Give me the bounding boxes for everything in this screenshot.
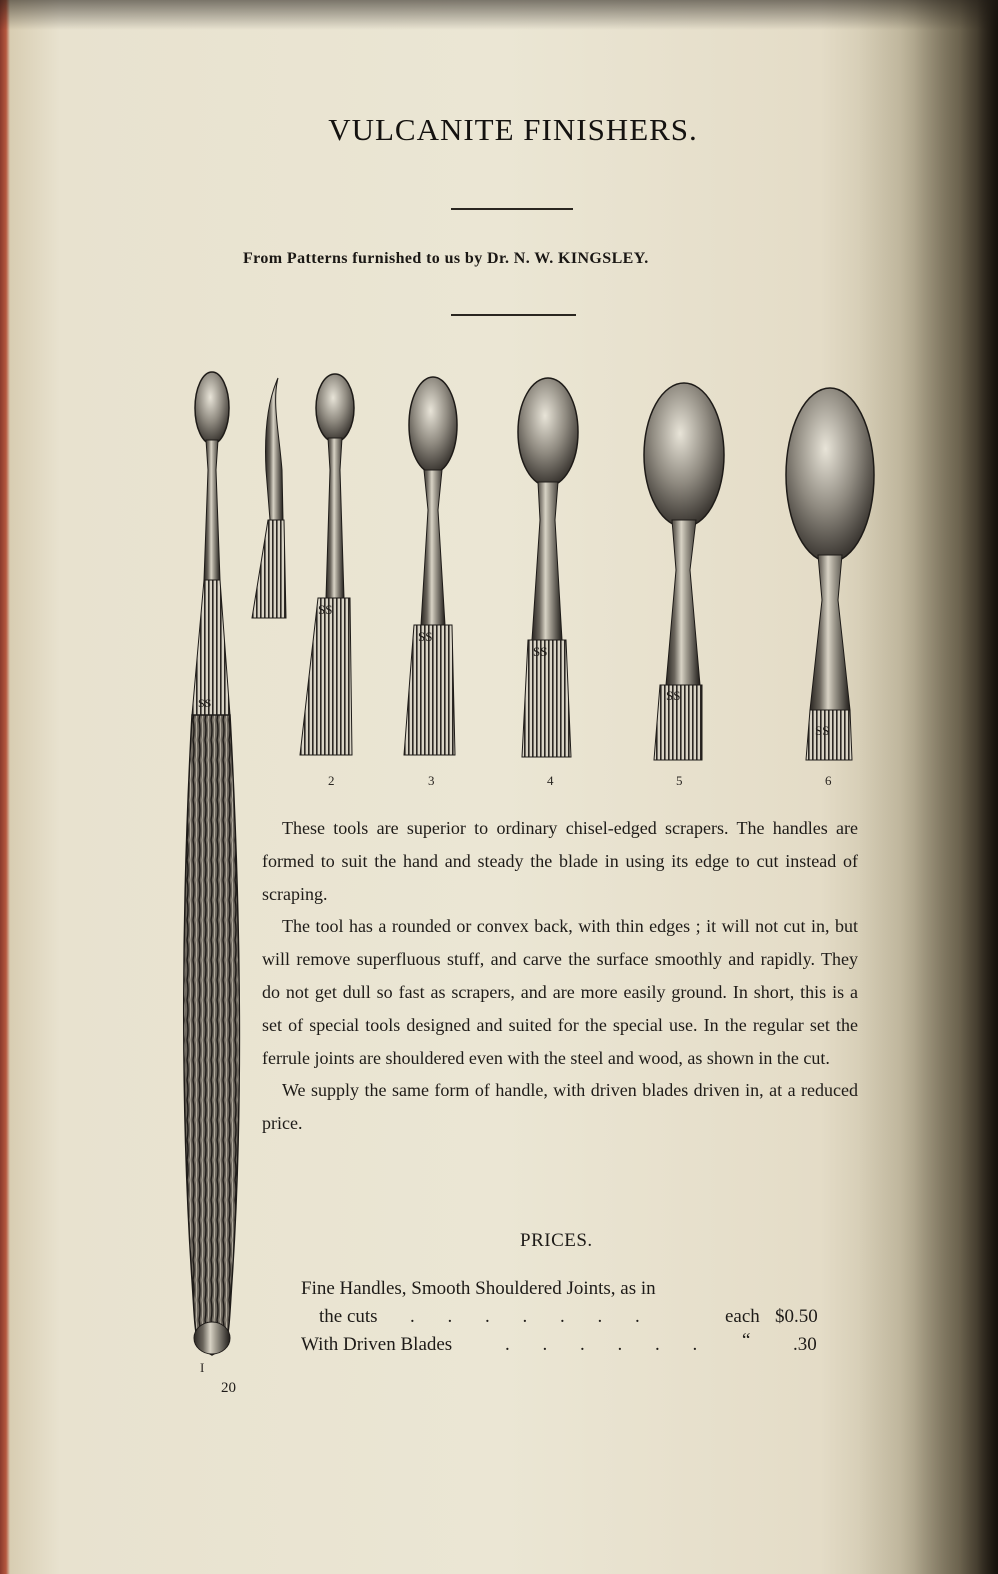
price-item-2-label: With Driven Blades — [301, 1334, 453, 1355]
price-item-2-unit: “ — [742, 1330, 751, 1351]
price-item-1-line-1: Fine Handles, Smooth Shouldered Joints, as in — [301, 1278, 656, 1299]
figure-label-6: 6 — [825, 773, 832, 788]
tool-4-mark: SS — [533, 644, 548, 659]
price-item-1-unit: each — [725, 1306, 760, 1327]
tool-1 — [184, 372, 240, 1355]
price-item-1-label: the cuts — [319, 1306, 378, 1327]
page-subtitle: From Patterns furnished to us by Dr. N. W. KINGSLEY. — [243, 250, 649, 267]
prices-heading: PRICES. — [520, 1230, 593, 1251]
figure-label-1: I — [200, 1360, 205, 1375]
paragraph-2: The tool has a rounded or convex back, with thin edges ; it will not cut in, but will remove superfluous stuff, and carve the surface smoothly and rapidly. They do not get dull so fast as scrapers, and are more easily ground. In short, this is a set of special tools designed and suited for the special use. In the regular set the ferrule joints are shouldered even with the steel and wood, as shown in the cut. — [262, 916, 858, 1068]
tool-2 — [300, 374, 354, 755]
body-text — [262, 812, 858, 1140]
tool-6-mark: SS — [815, 723, 830, 738]
paragraph-1: These tools are superior to ordinary chisel-edged scrapers. The handles are formed to suit the hand and steady the blade in using its edge to cut instead of scraping. — [262, 818, 858, 904]
tool-4 — [518, 378, 578, 757]
page-title: VULCANITE FINISHERS. — [328, 112, 698, 147]
page-number: 20 — [221, 1380, 236, 1396]
tool-3-mark: SS — [418, 629, 433, 644]
price-item-1-leader: . . . . . . . — [410, 1306, 654, 1327]
tool-2-mark: SS — [318, 602, 333, 617]
tool-5-mark: SS — [666, 688, 681, 703]
top-edge-shadow — [0, 0, 998, 30]
tool-5 — [644, 383, 724, 760]
tool-3 — [404, 377, 457, 755]
tool-side-view — [252, 378, 286, 618]
paragraph-3: We supply the same form of handle, with driven blades driven in, at a reduced price. — [262, 1080, 858, 1134]
figure-label-3: 3 — [428, 773, 435, 788]
figure-label-4: 4 — [547, 773, 554, 788]
binding-shadow — [858, 0, 998, 1574]
price-item-2-price: .30 — [793, 1334, 817, 1355]
tool-1-mark: SS — [198, 696, 212, 710]
price-item-2-leader: . . . . . . — [505, 1334, 712, 1355]
figure-label-5: 5 — [676, 773, 683, 788]
price-item-1-price: $0.50 — [775, 1306, 818, 1327]
figure-label-2: 2 — [328, 773, 335, 788]
